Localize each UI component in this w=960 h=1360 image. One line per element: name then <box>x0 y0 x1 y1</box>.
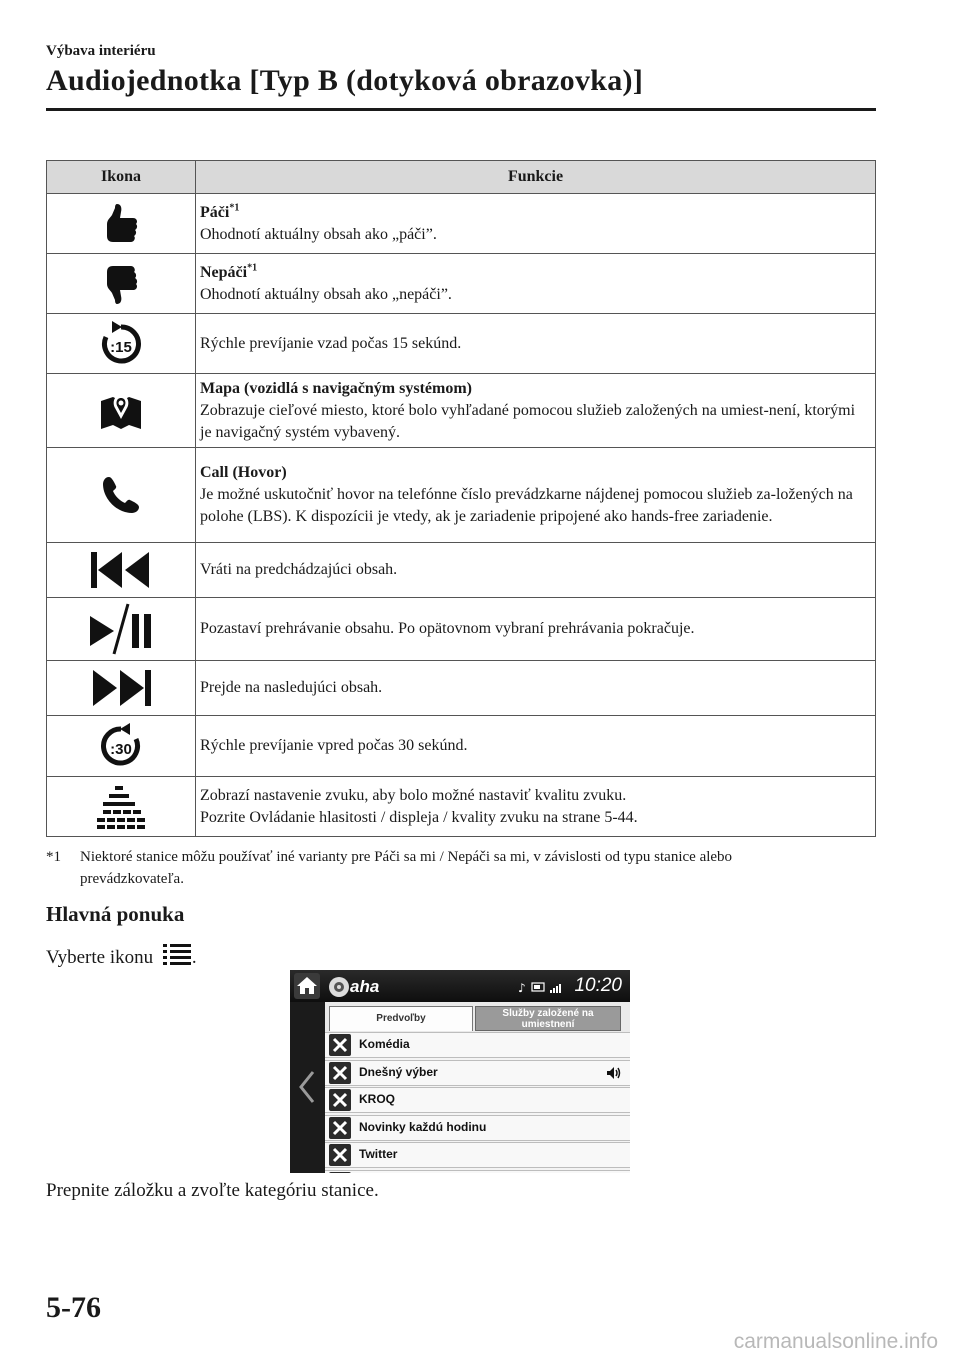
function-cell <box>196 598 876 661</box>
rewind-15-icon <box>98 321 144 367</box>
function-text: Vráti na predchádzajúci obsah. <box>200 561 398 578</box>
tab-location-services[interactable]: Služby založené na umiestnení <box>475 1006 621 1031</box>
head-unit-screen <box>290 970 630 1173</box>
delete-button[interactable] <box>329 1089 351 1111</box>
thumbs-up-icon <box>103 202 139 246</box>
icon-cell <box>47 661 196 716</box>
figure-caption: Prepnite záložku a zvoľte kategóriu stanice. <box>46 1180 379 1201</box>
delete-button[interactable] <box>329 1117 351 1139</box>
function-text: Ohodnotí aktuálny obsah ako „páči”. <box>200 225 437 243</box>
function-cell <box>196 777 876 837</box>
function-cell <box>196 194 876 254</box>
forward-30-icon <box>98 723 144 769</box>
icon-cell <box>47 254 196 314</box>
skip-next-icon <box>89 668 153 708</box>
icon-cell <box>47 194 196 254</box>
function-cell <box>196 254 876 314</box>
instruction-text: Vyberte ikonu <box>46 947 154 968</box>
instruction <box>46 943 197 969</box>
icon-cell <box>47 543 196 598</box>
close-icon <box>332 1037 348 1053</box>
table-row <box>47 598 876 661</box>
function-text: Je možné uskutočniť hovor na telefónne číslo prevádzkarne nájdenej pomocou služieb za-ložených na polohe (LBS). K dispozícii je vtedy, ak je zariadenie pripojené ako hands-free zariadenie. <box>200 486 853 525</box>
station-name: Dnešný výber <box>359 1064 438 1079</box>
section-label: Výbava interiéru <box>46 43 156 59</box>
function-cell <box>196 374 876 448</box>
icon-cell <box>47 716 196 777</box>
function-text: Prejde na nasledujúci obsah. <box>200 679 383 696</box>
function-cell <box>196 716 876 777</box>
icon-cell <box>47 374 196 448</box>
status-icons <box>518 980 568 994</box>
table-row <box>47 374 876 448</box>
table-row <box>47 254 876 314</box>
title-rule <box>46 108 876 111</box>
svg-text::30: :30 <box>110 741 132 758</box>
footnote-text-continued: prevádzkovateľa. <box>80 871 184 887</box>
close-icon <box>332 1147 348 1163</box>
icon-cell <box>47 598 196 661</box>
table-row <box>47 777 876 837</box>
icon-cell <box>47 777 196 837</box>
icon-function-table <box>46 160 876 837</box>
column-header-icon: Ikona <box>47 161 196 194</box>
aha-logo-icon <box>328 976 350 998</box>
table-row <box>47 543 876 598</box>
icon-cell <box>47 314 196 374</box>
function-text: Rýchle prevíjanie vpred počas 30 sekúnd. <box>200 737 468 754</box>
station-name: Novinky každú hodinu <box>359 1119 487 1134</box>
footnote-mark: *1 <box>46 849 61 865</box>
delete-button[interactable] <box>329 1062 351 1084</box>
svg-text::15: :15 <box>110 338 132 356</box>
close-icon <box>332 1092 348 1108</box>
station-row[interactable] <box>325 1115 630 1141</box>
delete-button[interactable] <box>329 1034 351 1056</box>
station-row[interactable] <box>325 1060 630 1086</box>
station-row[interactable] <box>325 1087 630 1113</box>
station-row[interactable] <box>325 1032 630 1058</box>
function-text: Ohodnotí aktuálny obsah ako „nepáči”. <box>200 285 452 303</box>
page-title: Audiojednotka [Typ B (dotyková obrazovka)] <box>46 64 644 97</box>
station-name: KROQ <box>359 1092 395 1107</box>
table-row <box>47 194 876 254</box>
speaker-icon <box>606 1065 622 1081</box>
function-cell <box>196 543 876 598</box>
station-name: Twitter <box>359 1147 398 1162</box>
function-title: Call (Hovor) <box>200 464 287 481</box>
function-text: Zobrazí nastavenie zvuku, aby bolo možné nastaviť kvalitu zvuku. <box>200 786 627 804</box>
station-row[interactable] <box>325 1170 630 1173</box>
close-icon <box>332 1065 348 1081</box>
delete-button[interactable] <box>329 1144 351 1166</box>
footnote <box>46 846 876 890</box>
phone-icon <box>101 475 141 515</box>
function-cell <box>196 661 876 716</box>
function-cell <box>196 448 876 543</box>
function-title: Nepáči$^{*1}$ <box>200 262 258 281</box>
table-row <box>47 716 876 777</box>
home-icon[interactable] <box>294 973 320 999</box>
play-pause-icon <box>86 602 156 656</box>
back-arrow-icon[interactable] <box>298 1070 316 1104</box>
function-text: Rýchle prevíjanie vzad počas 15 sekúnd. <box>200 334 462 352</box>
screen-top-bar <box>290 970 630 1002</box>
delete-button[interactable] <box>329 1172 351 1173</box>
function-cell <box>196 314 876 374</box>
signal-icon <box>550 984 561 993</box>
table-row <box>47 314 876 374</box>
thumbs-down-icon <box>103 262 139 306</box>
app-name: aha <box>350 977 380 996</box>
page-number: 5-76 <box>46 1291 101 1324</box>
music-note-icon: ♪ <box>518 981 526 994</box>
table-header-row <box>47 161 876 194</box>
instruction-period: . <box>191 947 197 968</box>
table-row <box>47 448 876 543</box>
function-text: Zobrazuje cieľové miesto, ktoré bolo vyhľadané pomocou služieb založených na umiest-není, ktorými je navigačný systém vybavený. <box>200 401 856 441</box>
function-text-reference: Pozrite Ovládanie hlasitosti / displeja / kvality zvuku na strane 5-44. <box>200 808 638 826</box>
station-list <box>325 1032 630 1173</box>
icon-cell <box>47 448 196 543</box>
section-heading: Hlavná ponuka <box>46 902 185 926</box>
station-list-panel <box>325 1002 630 1173</box>
footnote-text: Niektoré stanice môžu používať iné varianty pre Páči sa mi / Nepáči sa mi, v závislosti od typu stanice alebo <box>80 849 733 865</box>
tab-presets[interactable]: Predvoľby <box>329 1006 473 1031</box>
station-name: Komédia <box>359 1037 410 1051</box>
equalizer-icon <box>95 784 147 830</box>
map-pin-icon <box>99 389 143 433</box>
clock: 10:20 <box>574 975 622 996</box>
skip-previous-icon <box>89 550 153 590</box>
function-title: Páči$^{*1}$ <box>200 202 240 221</box>
tab-bar <box>325 1002 630 1032</box>
function-text: Pozastaví prehrávanie obsahu. Po opätovnom vybraní prehrávania pokračuje. <box>200 620 695 637</box>
list-menu-icon <box>162 943 192 965</box>
table-row <box>47 661 876 716</box>
station-row[interactable] <box>325 1142 630 1168</box>
watermark: carmanualsonline.info <box>733 1330 938 1353</box>
close-icon <box>332 1120 348 1136</box>
column-header-function: Funkcie <box>196 161 876 194</box>
function-title: Mapa (vozidlá s navigačným systémom) <box>200 379 472 397</box>
